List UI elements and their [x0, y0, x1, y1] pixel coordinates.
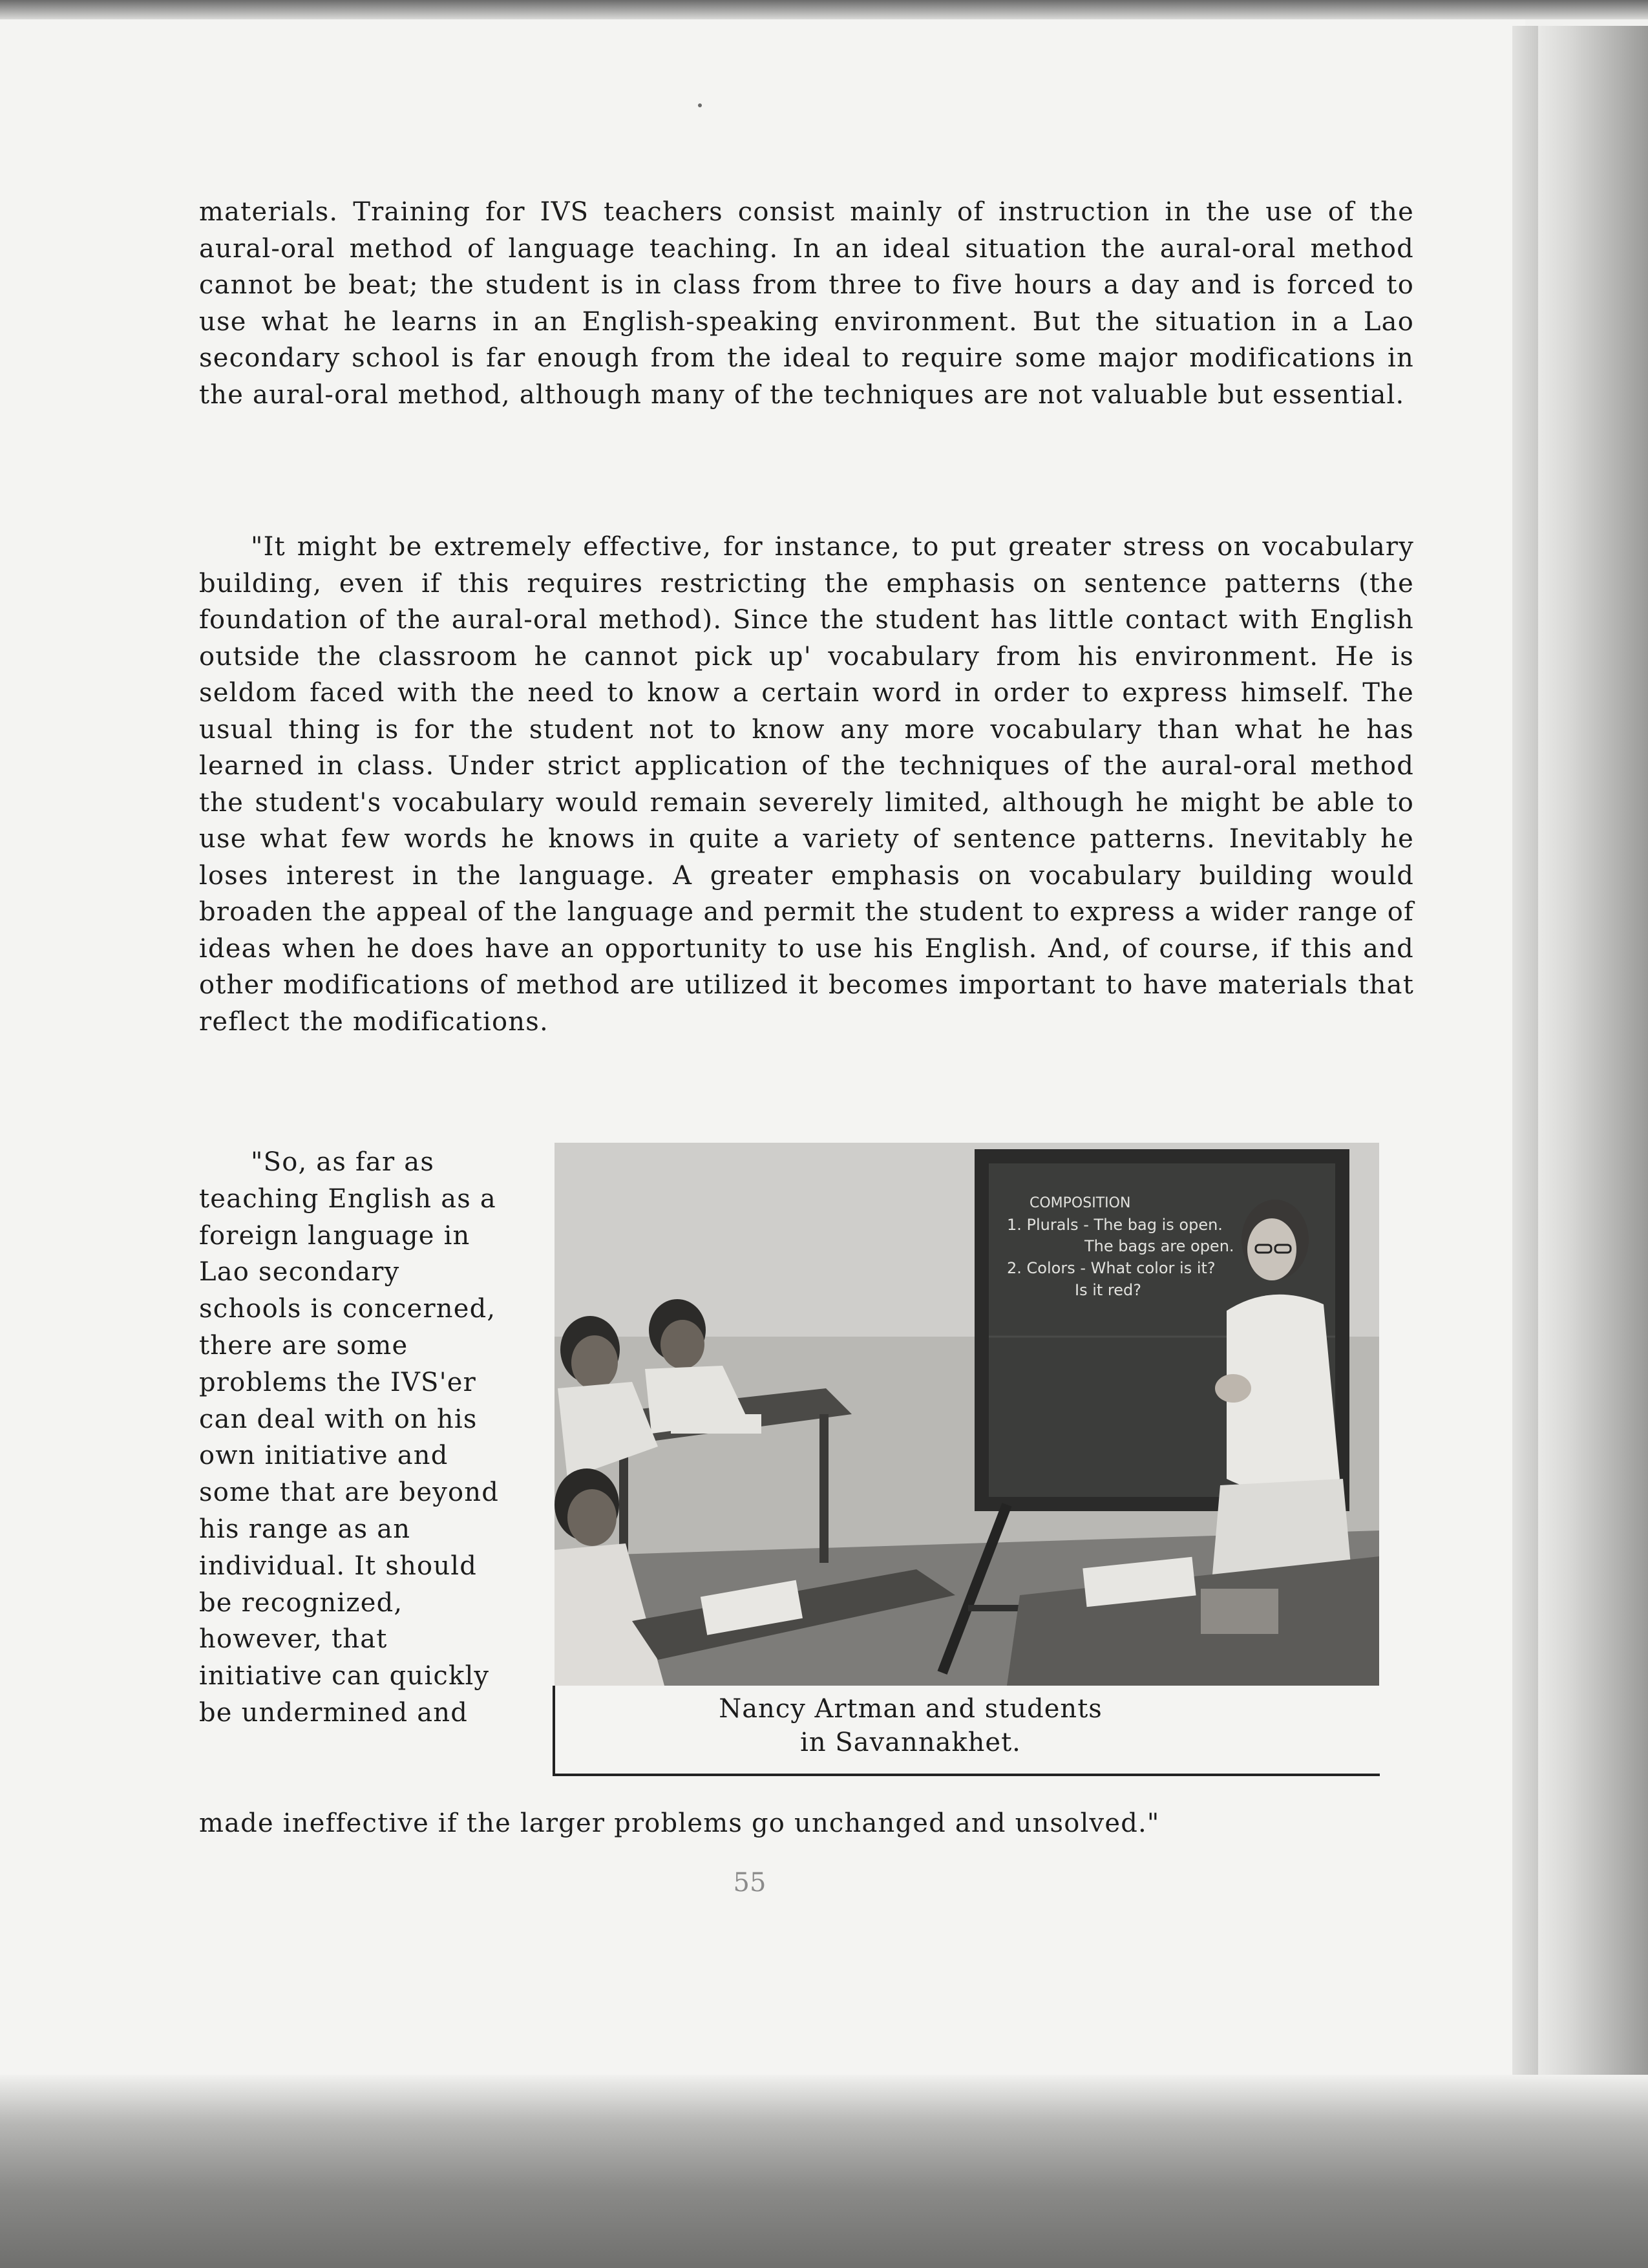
scan-edge-top	[0, 0, 1648, 19]
blackboard-line-1: COMPOSITION	[1030, 1195, 1131, 1211]
caption-line-1: Nancy Artman and students	[719, 1694, 1103, 1724]
classroom-photo-illustration	[555, 1143, 1379, 1686]
caption-line-2: in Savannakhet.	[800, 1728, 1021, 1757]
paragraph-materials: materials. Training for IVS teachers consist mainly of instruction in the use of the aural-oral method of language teaching. In an ideal situation the aural-oral method cannot be beat; the student is in class from three to five hours a day and is forced to use what he learns in an English-speaking environment. But the situation in a Lao secondary school is far enough from the ideal to require some major modifications in the aural-oral method, although many of the techniques are not valuable but essential.	[199, 197, 1414, 410]
paragraph-problems-wrapped: "So, as far as teaching English as a foreign language in Lao secondary schools is concerned, there are some problems the IVS'er can deal with on his own initiative and some that are beyond his range as an individual. It should be recognized, however, that initiative can quickly be undermined and	[199, 1147, 500, 1728]
classroom-photo	[555, 1143, 1379, 1686]
photo-caption	[555, 1692, 1266, 1759]
photo-caption-box	[553, 1686, 1380, 1776]
scan-edge-bottom	[0, 2075, 1648, 2268]
dust-speck	[698, 103, 702, 107]
scan-edge-right	[1538, 26, 1648, 2159]
blackboard-line-4: 2. Colors - What color is it?	[1007, 1259, 1216, 1277]
paragraph-problems-last-line: made ineffective if the larger problems go unchanged and unsolved."	[199, 1808, 1160, 1838]
blackboard-line-3: The bags are open.	[1084, 1237, 1234, 1255]
blackboard-line-2: 1. Plurals - The bag is open.	[1007, 1216, 1223, 1234]
page-edge-shadow	[1512, 26, 1538, 2075]
blackboard-line-5: Is it red?	[1075, 1281, 1141, 1299]
page-number: 55	[733, 1868, 766, 1898]
paragraph-vocabulary-quote: "It might be extremely effective, for instance, to put greater stress on vocabulary building, even if this requires restricting the emphasis on sentence patterns (the foundation of the aural-oral method). Since the student has little contact with English outside the classroom he cannot pick up' vocabulary from his environment. He is seldom faced with the need to know a certain word in order to express himself. The usual thing is for the student not to know any more vocabulary than what he has learned in class. Under strict application of the techniques of the aural-oral method the student's vocabulary would remain severely limited, although he might be able to use what few words he knows in quite a variety of sentence patterns. Inevitably he loses interest in the language. A greater emphasis on vocabulary building would broaden the appeal of the language and permit the student to express a wider range of ideas when he does have an opportunity to use his English. And, of course, if this and other modifications of method are utilized it becomes important to have materials that reflect the modifications.	[199, 532, 1414, 1037]
